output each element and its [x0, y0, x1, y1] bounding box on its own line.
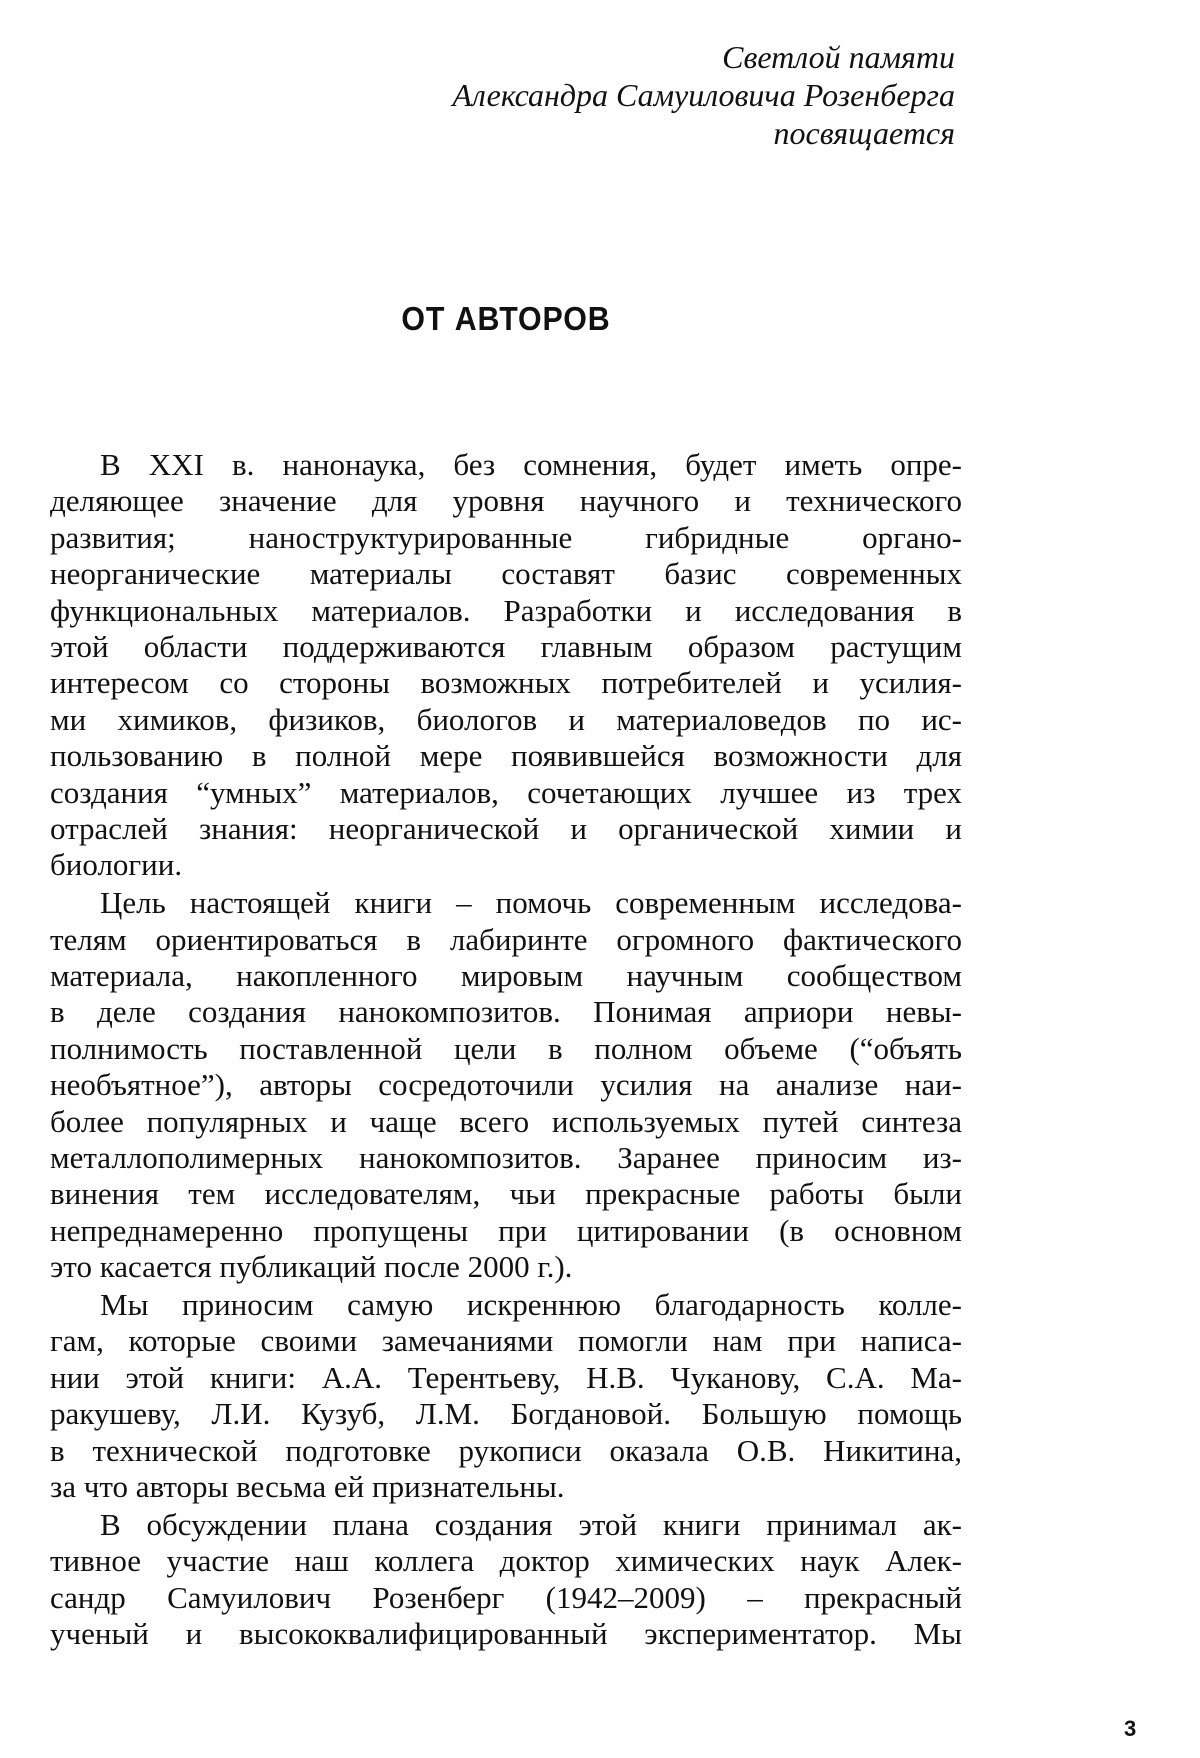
text-line: за что авторы весьма ей признательны.	[50, 1468, 565, 1504]
text-line: винения тем исследователям, чьи прекрасные работы были	[50, 1176, 962, 1212]
text-line: более популярных и чаще всего используемых путей синтеза	[50, 1103, 962, 1139]
text-line: пользованию в полной мере появившейся возможности для	[50, 738, 962, 774]
text-line: биологии.	[50, 847, 183, 883]
dedication-line: Светлой памяти	[722, 39, 955, 75]
text-line: необъятное”), авторы сосредоточили усилия на анализе наи-	[50, 1067, 962, 1103]
text-line: ми химиков, физиков, биологов и материаловедов по ис-	[50, 701, 962, 737]
dedication-line: Александра Самуиловича Розенберга	[452, 77, 955, 113]
text-line: непреднамеренно пропущены при цитировании (в основном	[50, 1212, 962, 1248]
text-line: функциональных материалов. Разработки и исследования в	[50, 592, 962, 628]
paragraph	[50, 1507, 962, 1653]
text-line: нии этой книги: А.А. Терентьеву, Н.В. Чуканову, С.А. Ма-	[50, 1359, 962, 1395]
text-line: В обсуждении плана создания этой книги принимал ак-	[100, 1506, 962, 1542]
text-line: металлополимерных нанокомпозитов. Заранее приносим из-	[50, 1139, 962, 1175]
text-line: отраслей знания: неорганической и органической химии и	[50, 810, 962, 846]
dedication	[255, 38, 955, 152]
text-line: создания “умных” материалов, сочетающих лучшее из трех	[50, 774, 962, 810]
text-line: в деле создания нанокомпозитов. Понимая априори невы-	[50, 994, 962, 1030]
text-line: Цель настоящей книги – помочь современным исследова-	[100, 885, 962, 921]
section-title: ОТ АВТОРОВ	[401, 300, 611, 337]
text-line: тивное участие наш коллега доктор химических наук Алек-	[50, 1543, 962, 1579]
page-number: 3	[1124, 1716, 1137, 1741]
paragraph	[50, 1287, 962, 1505]
text-line: ученый и высококвалифицированный экспериментатор. Мы	[50, 1616, 962, 1651]
text-line: неорганические материалы составят базис современных	[50, 556, 962, 592]
text-line: ракушеву, Л.И. Кузуб, Л.М. Богдановой. Большую помощь	[50, 1396, 962, 1432]
paragraph	[50, 447, 962, 884]
text-line: в технической подготовке рукописи оказала О.В. Никитина,	[50, 1432, 962, 1468]
text-line: интересом со стороны возможных потребителей и усилия-	[50, 665, 962, 701]
text-line: гам, которые своими замечаниями помогли нам при написа-	[50, 1323, 962, 1359]
text-line: полнимость поставленной цели в полном объеме (“объять	[50, 1030, 962, 1066]
text-line: сандр Самуилович Розенберг (1942–2009) – прекрасный	[50, 1579, 962, 1615]
text-line: телям ориентироваться в лабиринте огромного фактического	[50, 921, 962, 957]
text-line: В XXI в. нанонаука, без сомнения, будет иметь опре-	[100, 447, 962, 482]
body-text	[50, 447, 962, 1654]
text-line: это касается публикаций после 2000 г.).	[50, 1249, 573, 1285]
text-line: деляющее значение для уровня научного и технического	[50, 483, 962, 519]
text-line: этой области поддерживаются главным образом растущим	[50, 628, 962, 664]
text-line: Мы приносим самую искреннюю благодарность колле-	[100, 1286, 962, 1322]
text-line: материала, накопленного мировым научным сообществом	[50, 957, 962, 993]
text-line: развития; наноструктурированные гибридные органо-	[50, 519, 962, 555]
paragraph	[50, 885, 962, 1285]
dedication-line: посвящается	[773, 115, 955, 151]
